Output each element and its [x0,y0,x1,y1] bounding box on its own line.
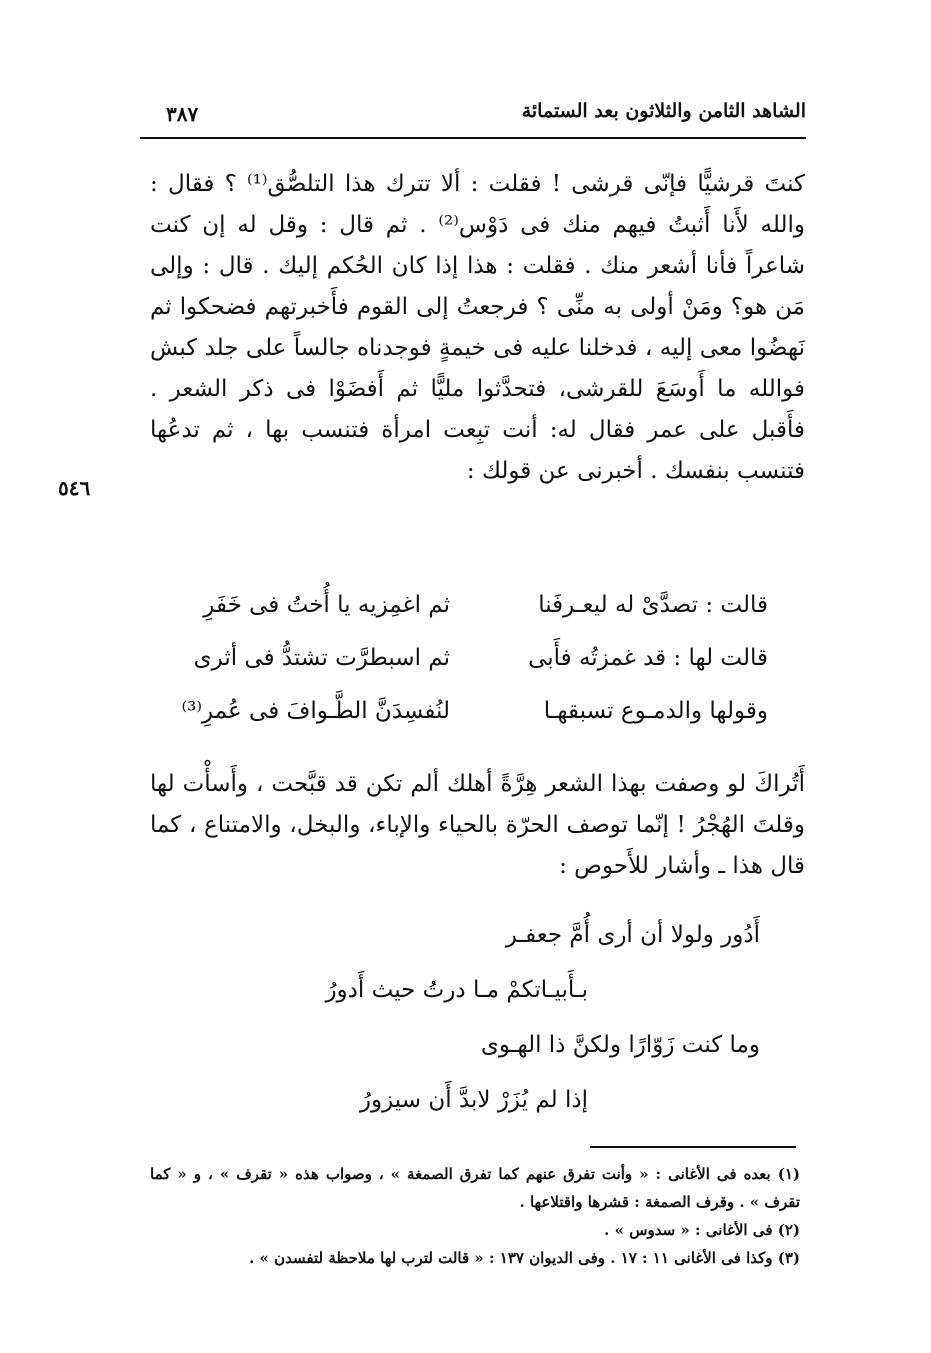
body-paragraph-1 [150,164,805,492]
header-rule [140,137,806,139]
verse-first-hemistich: قالت : تصدَّىْ له ليعـرفَنا [538,592,768,618]
poem-verse [190,637,768,690]
verse-first-hemistich: قالت لها : قد غمزتُه فأَبى [528,645,768,671]
running-title: الشاهد الثامن والثلاثون بعد الستمائة [521,100,806,122]
margin-reference-number: ٥٤٦ [58,476,91,500]
paragraph-text: أَتُراكَ لو وصفت بهذا الشعر هِرَّةً أهلك ألم تكن قد قبَّحت ، وأَسأْت لها وقلتَ الهُجْرُ ! إنّما توصف الحرّة بالحياء والإباء، والبخل، والامتناع ، كما قال هذا ـ وأشار للأَحوص : [150,771,805,879]
poem-verse [181,690,768,743]
poem-block-2 [190,914,768,1134]
poem-verse [190,584,768,637]
page-number: ٣٨٧ [166,102,199,126]
verse-first-hemistich: وقولها والدمـوع تسبقهـا [543,698,768,724]
poem-line-text: بـأَبيـاتكمْ مـا درتُ حيث أَدورُ [325,977,588,1003]
poem-line [190,914,768,969]
footnote-1: (١) بعده فى الأغانى : « وأنت تفرق عنهم كما تفرق الصمغة » ، وصواب هذه « تقرف » ، و « كما تقرف » . وقرف الصمغة : قشرها واقتلاعها . [150,1165,800,1211]
footnote-3: (٣) وكذا فى الأغانى ١١ : ١٧ . وفى الديوان ١٣٧ : « قالت لترب لها ملاحظة لتفسدن » . [249,1249,800,1267]
footnote-2: (٢) فى الأغانى : « سدوس » . [604,1221,800,1239]
poem-line [190,1079,768,1134]
verse-second-hemistich: ثم اسبطرَّت تشتدُّ فى أثرى [193,645,450,671]
poem-line-text: وما كنت زَوّارًا ولكنَّ ذا الهـوى [480,1032,760,1058]
verse-second-hemistich: لنُفسِدَنَّ الطَّـوافَ فى عُمرِ⁽³⁾ [181,698,450,724]
verse-second-hemistich: ثم اغمِزيه يا أُختُ فى خَفَرِ [203,592,450,618]
footnotes [150,1160,800,1272]
poem-line-text: إذا لم يُزَرْ لابدَّ أَن سيزورُ [359,1087,588,1113]
poem-line-text: أَدُور ولولا أن أرى أُمَّ جعفـر [505,922,760,948]
body-paragraph-2 [150,764,805,887]
footnote-separator [590,1146,796,1148]
poem-block-1 [181,584,768,743]
running-header [140,96,806,132]
poem-line [190,969,768,1024]
paragraph-text: كنتَ قرشيًّا فإنّى قرشى ! فقلت : ألا تترك هذا التلصُّق⁽¹⁾ ؟ فقال : والله لأَنا أَثبتُ فيهم منك فى دَوْس⁽²⁾ . ثم قال : وقل له إن كنت شاعراً فأنا أشعر منك . فقلت : هذا إذا كان الحُكم إليك . قال : وإلى مَن هو؟ ومَنْ أولى به منِّى ؟ فرجعتُ إلى القوم فأَخبرتهم فضحكوا ثم نَهضُوا معى إليه ، فدخلنا عليه فى خيمةٍ فوجدناه جالساً على جلد كبش فوالله ما أَوسَعَ للقرشى، فتحدَّثوا مليًّا ثم أَفضَوْا فى ذكر الشعر . فأَقبل على عمر فقال له: أنت تبِعت امرأة فتنسب بها ، ثم تدعُها فتنسب بنفسك . أخبرنى عن قولك : [150,171,806,484]
poem-line [190,1024,768,1079]
